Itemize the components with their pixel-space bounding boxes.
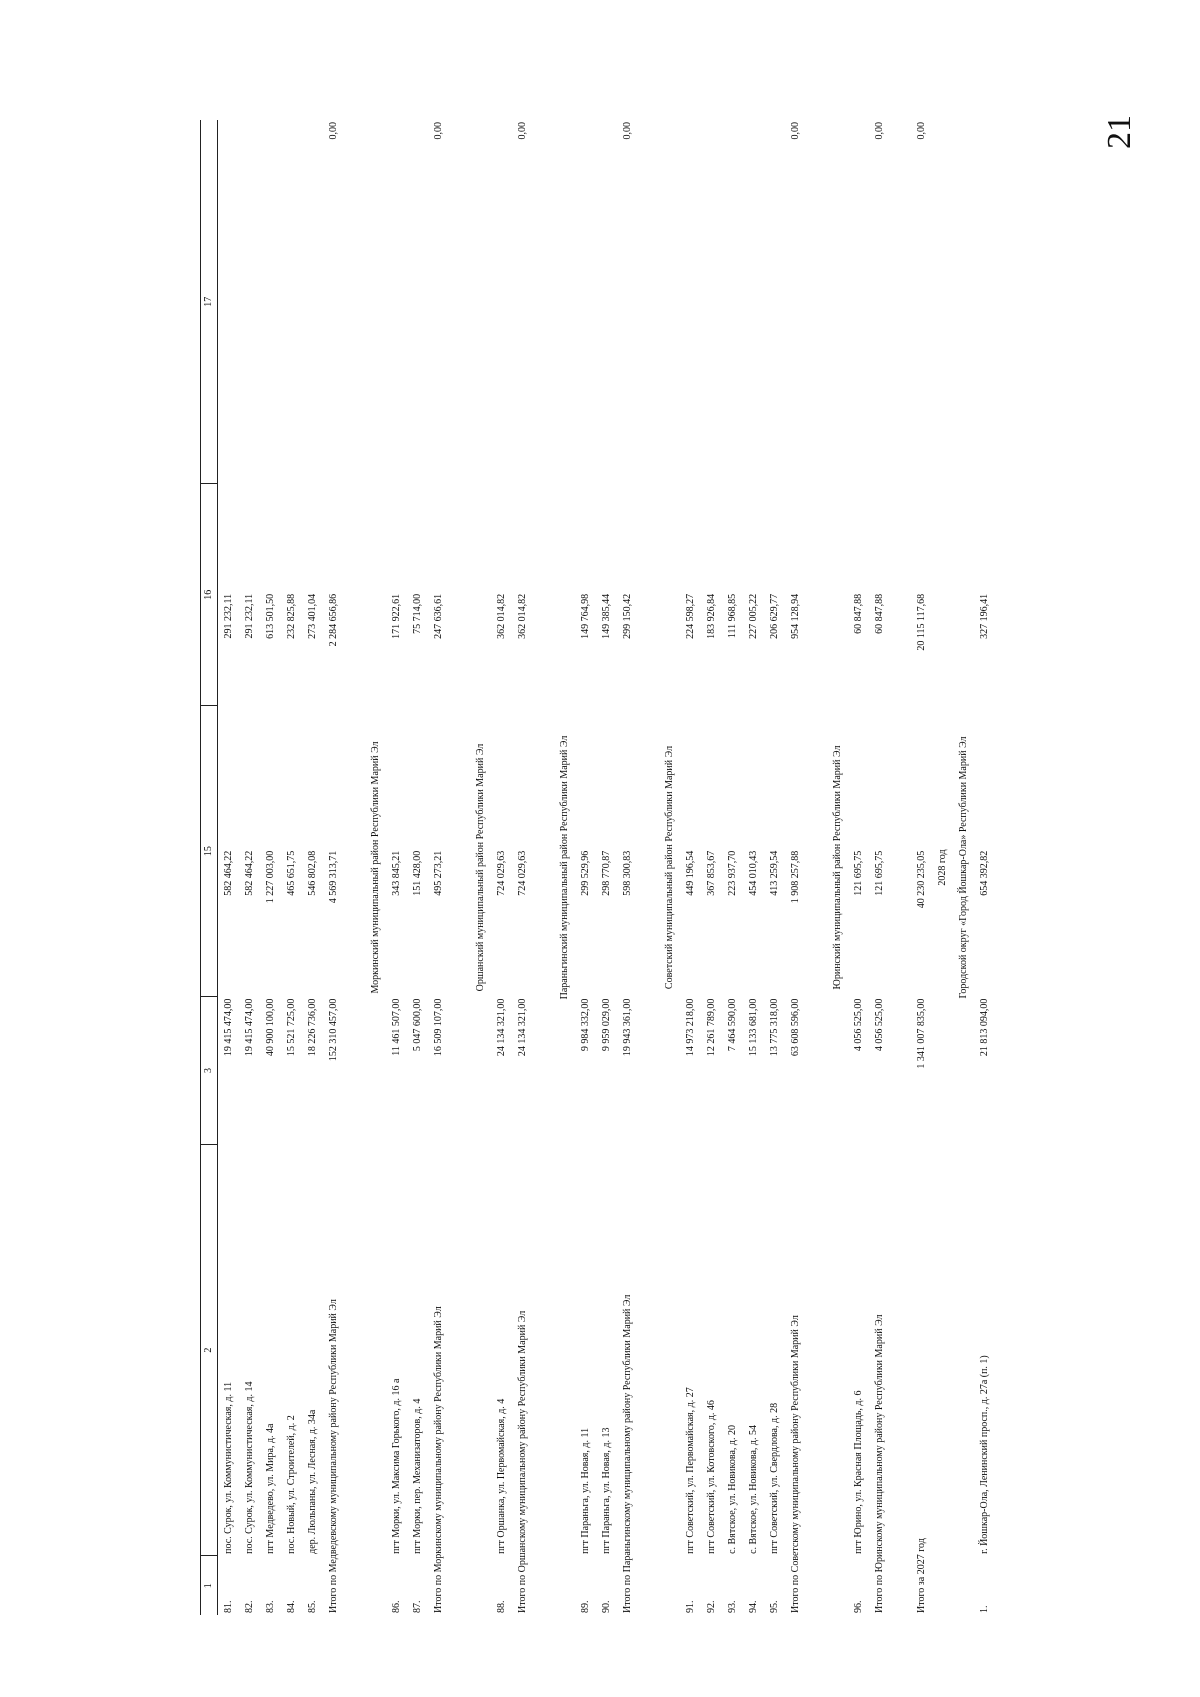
- value-col-17: [722, 222, 743, 483]
- row-number: 1.: [978, 1605, 990, 1613]
- value-col-16: 60 847,88: [852, 593, 864, 634]
- empty-cell: [974, 120, 995, 222]
- value-col-17: [239, 222, 260, 483]
- spacer-row: [806, 120, 827, 1615]
- value-col-15: 151 428,00: [411, 850, 423, 896]
- empty-cell: [239, 120, 260, 222]
- empty-cell: [218, 484, 240, 592]
- value-col-16: 224 598,27: [684, 593, 696, 639]
- value-col-16: 291 232,11: [243, 593, 255, 639]
- total-col-17: 0,00: [915, 122, 927, 140]
- total-col-16: 2 284 656,86: [327, 593, 339, 647]
- value-col-3: 5 047 600,00: [411, 998, 423, 1052]
- empty-cell: [596, 706, 617, 849]
- value-col-3: 15 521 725,00: [285, 998, 297, 1057]
- value-col-17: [281, 222, 302, 483]
- total-col-17: 0,00: [621, 122, 633, 140]
- empty-cell: [323, 222, 344, 483]
- empty-cell: [701, 706, 722, 849]
- empty-cell: [491, 120, 512, 222]
- row-number: 83.: [264, 1600, 276, 1613]
- spacer-row: [533, 120, 554, 1615]
- total-col-17: 0,00: [873, 122, 885, 140]
- total-col-3: 1 341 007 835,00: [915, 998, 927, 1069]
- section-title: Советский муниципальный район Республики Марий Эл: [663, 745, 675, 990]
- value-col-16: 75 714,00: [411, 593, 423, 634]
- value-col-16: 273 401,04: [306, 593, 318, 639]
- value-col-16: 362 014,82: [495, 593, 507, 639]
- empty-cell: [890, 120, 911, 1615]
- empty-cell: [512, 484, 533, 592]
- empty-cell: [281, 484, 302, 592]
- row-number: 93.: [726, 1600, 738, 1613]
- empty-cell: [701, 484, 722, 592]
- empty-cell: [281, 706, 302, 849]
- row-number: 90.: [600, 1600, 612, 1613]
- row-number: 94.: [747, 1600, 759, 1613]
- address-cell: пгт Юрино, ул. Красная Площадь, д. 6: [852, 1390, 864, 1554]
- value-col-15: 465 651,75: [285, 850, 297, 896]
- empty-cell: [911, 706, 932, 849]
- empty-cell: [617, 484, 638, 592]
- empty-cell: [575, 706, 596, 849]
- empty-cell: [869, 484, 890, 592]
- empty-cell: [743, 484, 764, 592]
- empty-cell: [974, 706, 995, 849]
- empty-cell: [239, 706, 260, 849]
- empty-cell: [386, 484, 407, 592]
- value-col-3: 9 959 029,00: [600, 998, 612, 1052]
- district-total-row: [869, 120, 890, 1615]
- total-col-3: 4 056 525,00: [873, 998, 885, 1052]
- total-col-3: 152 310 457,00: [327, 998, 339, 1062]
- total-label: Итого по Оршанскому муниципальному району Республики Марий Эл: [516, 1310, 528, 1613]
- value-col-16: 613 501,50: [264, 593, 276, 639]
- empty-cell: [428, 484, 449, 592]
- value-col-16: 227 005,22: [747, 593, 759, 639]
- empty-cell: [701, 120, 722, 222]
- section-title: Городской округ «Город Йошкар-Ола» Республики Марий Эл: [957, 736, 969, 999]
- empty-cell: [302, 706, 323, 849]
- total-col-17: 0,00: [789, 122, 801, 140]
- total-label: Итого по Медведевскому муниципальному району Республики Марий Эл: [327, 1299, 339, 1613]
- table-row: [743, 120, 764, 1615]
- empty-cell: [239, 484, 260, 592]
- section-title: Оршанский муниципальный район Республики Марий Эл: [474, 743, 486, 992]
- value-col-17: [701, 222, 722, 483]
- address-cell: пос. Новый, ул. Строителей, д. 2: [285, 1415, 297, 1554]
- total-col-16: 954 128,94: [789, 593, 801, 639]
- empty-cell: [281, 120, 302, 222]
- value-col-3: 9 984 332,00: [579, 998, 591, 1052]
- empty-cell: [323, 484, 344, 592]
- header-col-16: 16: [201, 484, 218, 706]
- table-row: [281, 120, 302, 1615]
- value-col-15: 413 259,54: [768, 850, 780, 896]
- header-col-15: 15: [201, 706, 218, 997]
- row-number: 85.: [306, 1600, 318, 1613]
- row-number: 95.: [768, 1600, 780, 1613]
- district-heading: [827, 120, 848, 1615]
- value-col-17: [407, 222, 428, 483]
- value-col-15: 546 802,08: [306, 850, 318, 896]
- value-col-17: [302, 222, 323, 483]
- year-heading: 2028 год: [936, 849, 948, 886]
- table-row: [407, 120, 428, 1615]
- total-col-17: 0,00: [327, 122, 339, 140]
- value-col-15: 582 464,22: [243, 850, 255, 896]
- rotated-table-wrapper: [200, 120, 990, 1615]
- empty-cell: [407, 706, 428, 849]
- table-row: [386, 120, 407, 1615]
- empty-cell: [764, 706, 785, 849]
- empty-cell: [407, 484, 428, 592]
- total-col-16: 362 014,82: [516, 593, 528, 639]
- value-col-15: 449 196,54: [684, 850, 696, 896]
- value-col-17: [848, 222, 869, 483]
- empty-cell: [491, 706, 512, 849]
- empty-cell: [806, 120, 827, 1615]
- row-number: 91.: [684, 1600, 696, 1613]
- empty-cell: [848, 484, 869, 592]
- value-col-16: 111 968,85: [726, 593, 738, 639]
- empty-cell: [617, 706, 638, 849]
- total-col-15: 1 908 257,88: [789, 850, 801, 904]
- table-row: [596, 120, 617, 1615]
- empty-cell: [407, 120, 428, 222]
- value-col-15: 298 770,87: [600, 850, 612, 896]
- address-cell: пгт Морки, ул. Максима Горького, д. 16 а: [390, 1378, 402, 1554]
- total-col-17: 0,00: [432, 122, 444, 140]
- empty-cell: [512, 222, 533, 483]
- page-number: 21: [1101, 115, 1138, 149]
- empty-cell: [596, 484, 617, 592]
- value-col-15: 454 010,43: [747, 850, 759, 896]
- total-label: Итого по Параньгинскому муниципальному району Республики Марий Эл: [621, 1294, 633, 1613]
- section-title: Параньгинский муниципальный район Республики Марий Эл: [558, 735, 570, 1000]
- address-cell: пос. Сурок, ул. Коммунистическая, д. 11: [222, 1381, 234, 1554]
- value-col-15: 724 029,63: [495, 850, 507, 896]
- empty-cell: [302, 120, 323, 222]
- empty-cell: [344, 120, 365, 1615]
- table-row: [218, 120, 240, 1615]
- empty-cell: [575, 484, 596, 592]
- value-col-3: 11 461 507,00: [390, 998, 402, 1056]
- value-col-17: [575, 222, 596, 483]
- value-col-15: 1 227 003,00: [264, 850, 276, 904]
- empty-cell: [785, 706, 806, 849]
- year-total-row: [911, 120, 932, 1615]
- empty-cell: [428, 222, 449, 483]
- value-col-3: 14 973 218,00: [684, 998, 696, 1057]
- value-col-15: 582 464,22: [222, 850, 234, 896]
- value-col-16: 232 825,88: [285, 593, 297, 639]
- address-cell: пгт Морки, пер. Механизаторов, д. 4: [411, 1398, 423, 1554]
- value-col-3: 40 900 100,00: [264, 998, 276, 1057]
- value-col-15: 367 853,67: [705, 850, 717, 896]
- total-col-3: 16 509 107,00: [432, 998, 444, 1057]
- empty-cell: [680, 120, 701, 222]
- total-label: Итого по Моркинскому муниципальному району Республики Марий Эл: [432, 1306, 444, 1613]
- table-row: [680, 120, 701, 1615]
- empty-cell: [218, 706, 240, 849]
- empty-cell: [722, 120, 743, 222]
- table-row: [974, 120, 995, 1615]
- row-number: 82.: [243, 1600, 255, 1613]
- value-col-3: 24 134 321,00: [495, 998, 507, 1057]
- empty-cell: [911, 222, 932, 483]
- address-cell: с. Вятское, ул. Новикова, д. 54: [747, 1425, 759, 1554]
- empty-cell: [428, 706, 449, 849]
- empty-cell: [323, 706, 344, 849]
- value-col-16: 149 764,98: [579, 593, 591, 639]
- header-col-3: 3: [201, 997, 218, 1145]
- empty-cell: [512, 706, 533, 849]
- spacer-row: [638, 120, 659, 1615]
- table-row: [491, 120, 512, 1615]
- address-cell: пгт Советский, ул. Котовского, д. 46: [705, 1400, 717, 1554]
- empty-cell: [617, 222, 638, 483]
- address-cell: пгт Советский, ул. Первомайская, д. 27: [684, 1387, 696, 1554]
- table-row: [848, 120, 869, 1615]
- address-cell: пгт Параньга, ул. Новая, д. 11: [579, 1427, 591, 1554]
- value-col-16: 327 196,41: [978, 593, 990, 639]
- empty-cell: [785, 484, 806, 592]
- empty-cell: [722, 706, 743, 849]
- value-col-15: 299 529,96: [579, 850, 591, 896]
- address-cell: пгт Параньга, ул. Новая, д. 13: [600, 1427, 612, 1554]
- value-col-15: 654 392,82: [978, 850, 990, 896]
- value-col-3: 19 415 474,00: [243, 998, 255, 1057]
- spacer-row: [890, 120, 911, 1615]
- row-number: 96.: [852, 1600, 864, 1613]
- data-table: [200, 120, 995, 1615]
- table-row: [239, 120, 260, 1615]
- total-col-3: 63 608 596,00: [789, 998, 801, 1057]
- row-number: 86.: [390, 1600, 402, 1613]
- district-heading: [659, 120, 680, 1615]
- empty-cell: [449, 120, 470, 1615]
- value-col-3: 7 464 590,00: [726, 998, 738, 1052]
- empty-cell: [785, 222, 806, 483]
- empty-cell: [575, 120, 596, 222]
- total-col-3: 19 943 361,00: [621, 998, 633, 1057]
- value-col-3: 18 226 736,00: [306, 998, 318, 1057]
- table-row: [302, 120, 323, 1615]
- empty-cell: [722, 484, 743, 592]
- empty-cell: [386, 706, 407, 849]
- empty-cell: [596, 120, 617, 222]
- empty-cell: [533, 120, 554, 1615]
- total-label: Итого по Юринскому муниципальному району Республики Марий Эл: [873, 1314, 885, 1613]
- total-col-16: 299 150,42: [621, 593, 633, 639]
- value-col-17: [743, 222, 764, 483]
- value-col-17: [596, 222, 617, 483]
- empty-cell: [848, 120, 869, 222]
- table-row: [260, 120, 281, 1615]
- total-col-17: 0,00: [516, 122, 528, 140]
- value-col-17: [974, 222, 995, 483]
- address-cell: г. Йошкар-Ола, Ленинский просп., д. 27а (п. 1): [978, 1355, 990, 1554]
- row-number: 88.: [495, 1600, 507, 1613]
- total-col-15: 40 230 235,05: [915, 850, 927, 909]
- year-heading-row: [932, 120, 953, 1615]
- value-col-3: 21 813 094,00: [978, 998, 990, 1057]
- empty-cell: [764, 120, 785, 222]
- address-cell: пгт Оршанка, ул. Первомайская, д. 4: [495, 1398, 507, 1554]
- total-col-15: 4 569 313,71: [327, 850, 339, 904]
- value-col-3: 19 415 474,00: [222, 998, 234, 1057]
- empty-cell: [764, 484, 785, 592]
- address-cell: пгт Советский, ул. Свердлова, д. 28: [768, 1402, 780, 1554]
- section-title: Моркинский муниципальный район Республики Марий Эл: [369, 741, 381, 994]
- value-col-16: 171 922,61: [390, 593, 402, 639]
- value-col-15: 223 937,70: [726, 850, 738, 896]
- value-col-17: [260, 222, 281, 483]
- empty-cell: [386, 120, 407, 222]
- total-col-15: 598 300,83: [621, 850, 633, 896]
- table-row: [701, 120, 722, 1615]
- value-col-15: 343 845,21: [390, 850, 402, 896]
- value-col-17: [386, 222, 407, 483]
- value-col-16: 149 385,44: [600, 593, 612, 639]
- district-total-row: [428, 120, 449, 1615]
- value-col-16: 183 926,84: [705, 593, 717, 639]
- spacer-row: [449, 120, 470, 1615]
- district-heading: [953, 120, 974, 1615]
- total-label: Итого по Советскому муниципальному району Республики Марий Эл: [789, 1315, 801, 1613]
- value-col-3: 12 261 789,00: [705, 998, 717, 1057]
- empty-cell: [911, 484, 932, 592]
- value-col-17: [218, 222, 240, 483]
- value-col-3: 15 133 681,00: [747, 998, 759, 1057]
- empty-cell: [260, 120, 281, 222]
- empty-cell: [743, 706, 764, 849]
- empty-cell: [302, 484, 323, 592]
- district-heading: [365, 120, 386, 1615]
- row-number: 84.: [285, 1600, 297, 1613]
- spacer-row: [344, 120, 365, 1615]
- table-row: [764, 120, 785, 1615]
- district-heading: [470, 120, 491, 1615]
- total-col-15: 495 273,21: [432, 850, 444, 896]
- total-col-16: 20 115 117,68: [915, 593, 927, 651]
- total-label: Итого за 2027 год: [915, 1538, 927, 1613]
- table-row: [722, 120, 743, 1615]
- header-row: [201, 120, 218, 1615]
- table-row: [575, 120, 596, 1615]
- empty-cell: [848, 706, 869, 849]
- value-col-3: 4 056 525,00: [852, 998, 864, 1052]
- value-col-17: [680, 222, 701, 483]
- empty-cell: [974, 484, 995, 592]
- total-col-16: 247 636,61: [432, 593, 444, 639]
- address-cell: дер. Люльпаны, ул. Лесная, д. 34а: [306, 1409, 318, 1554]
- empty-cell: [260, 484, 281, 592]
- district-total-row: [323, 120, 344, 1615]
- section-title: Юринский муниципальный район Республики Марий Эл: [831, 745, 843, 990]
- total-col-15: 724 029,63: [516, 850, 528, 896]
- empty-cell: [743, 120, 764, 222]
- total-col-15: 121 695,75: [873, 850, 885, 896]
- header-col-2: 2: [201, 1144, 218, 1556]
- row-number: 92.: [705, 1600, 717, 1613]
- value-col-17: [491, 222, 512, 483]
- value-col-16: 291 232,11: [222, 593, 234, 639]
- district-total-row: [617, 120, 638, 1615]
- empty-cell: [218, 120, 240, 222]
- empty-cell: [680, 484, 701, 592]
- value-col-15: 121 695,75: [852, 850, 864, 896]
- total-col-16: 60 847,88: [873, 593, 885, 634]
- empty-cell: [680, 706, 701, 849]
- table-body: [218, 120, 996, 1615]
- empty-cell: [260, 706, 281, 849]
- empty-cell: [491, 484, 512, 592]
- address-cell: пгт Медведево, ул. Мира, д. 4а: [264, 1423, 276, 1554]
- address-cell: пос. Сурок, ул. Коммунистическая, д. 14: [243, 1381, 255, 1554]
- address-cell: с. Вятское, ул. Новикова, д. 20: [726, 1425, 738, 1554]
- value-col-3: 13 775 318,00: [768, 998, 780, 1057]
- value-col-17: [764, 222, 785, 483]
- value-col-16: 206 629,77: [768, 593, 780, 639]
- header-col-1: 1: [201, 1556, 218, 1615]
- empty-cell: [638, 120, 659, 1615]
- row-number: 87.: [411, 1600, 423, 1613]
- header-col-17: 17: [201, 120, 218, 484]
- row-number: 81.: [222, 1600, 234, 1613]
- row-number: 89.: [579, 1600, 591, 1613]
- empty-cell: [869, 706, 890, 849]
- total-col-3: 24 134 321,00: [516, 998, 528, 1057]
- district-heading: [554, 120, 575, 1615]
- empty-cell: [869, 222, 890, 483]
- district-total-row: [785, 120, 806, 1615]
- district-total-row: [512, 120, 533, 1615]
